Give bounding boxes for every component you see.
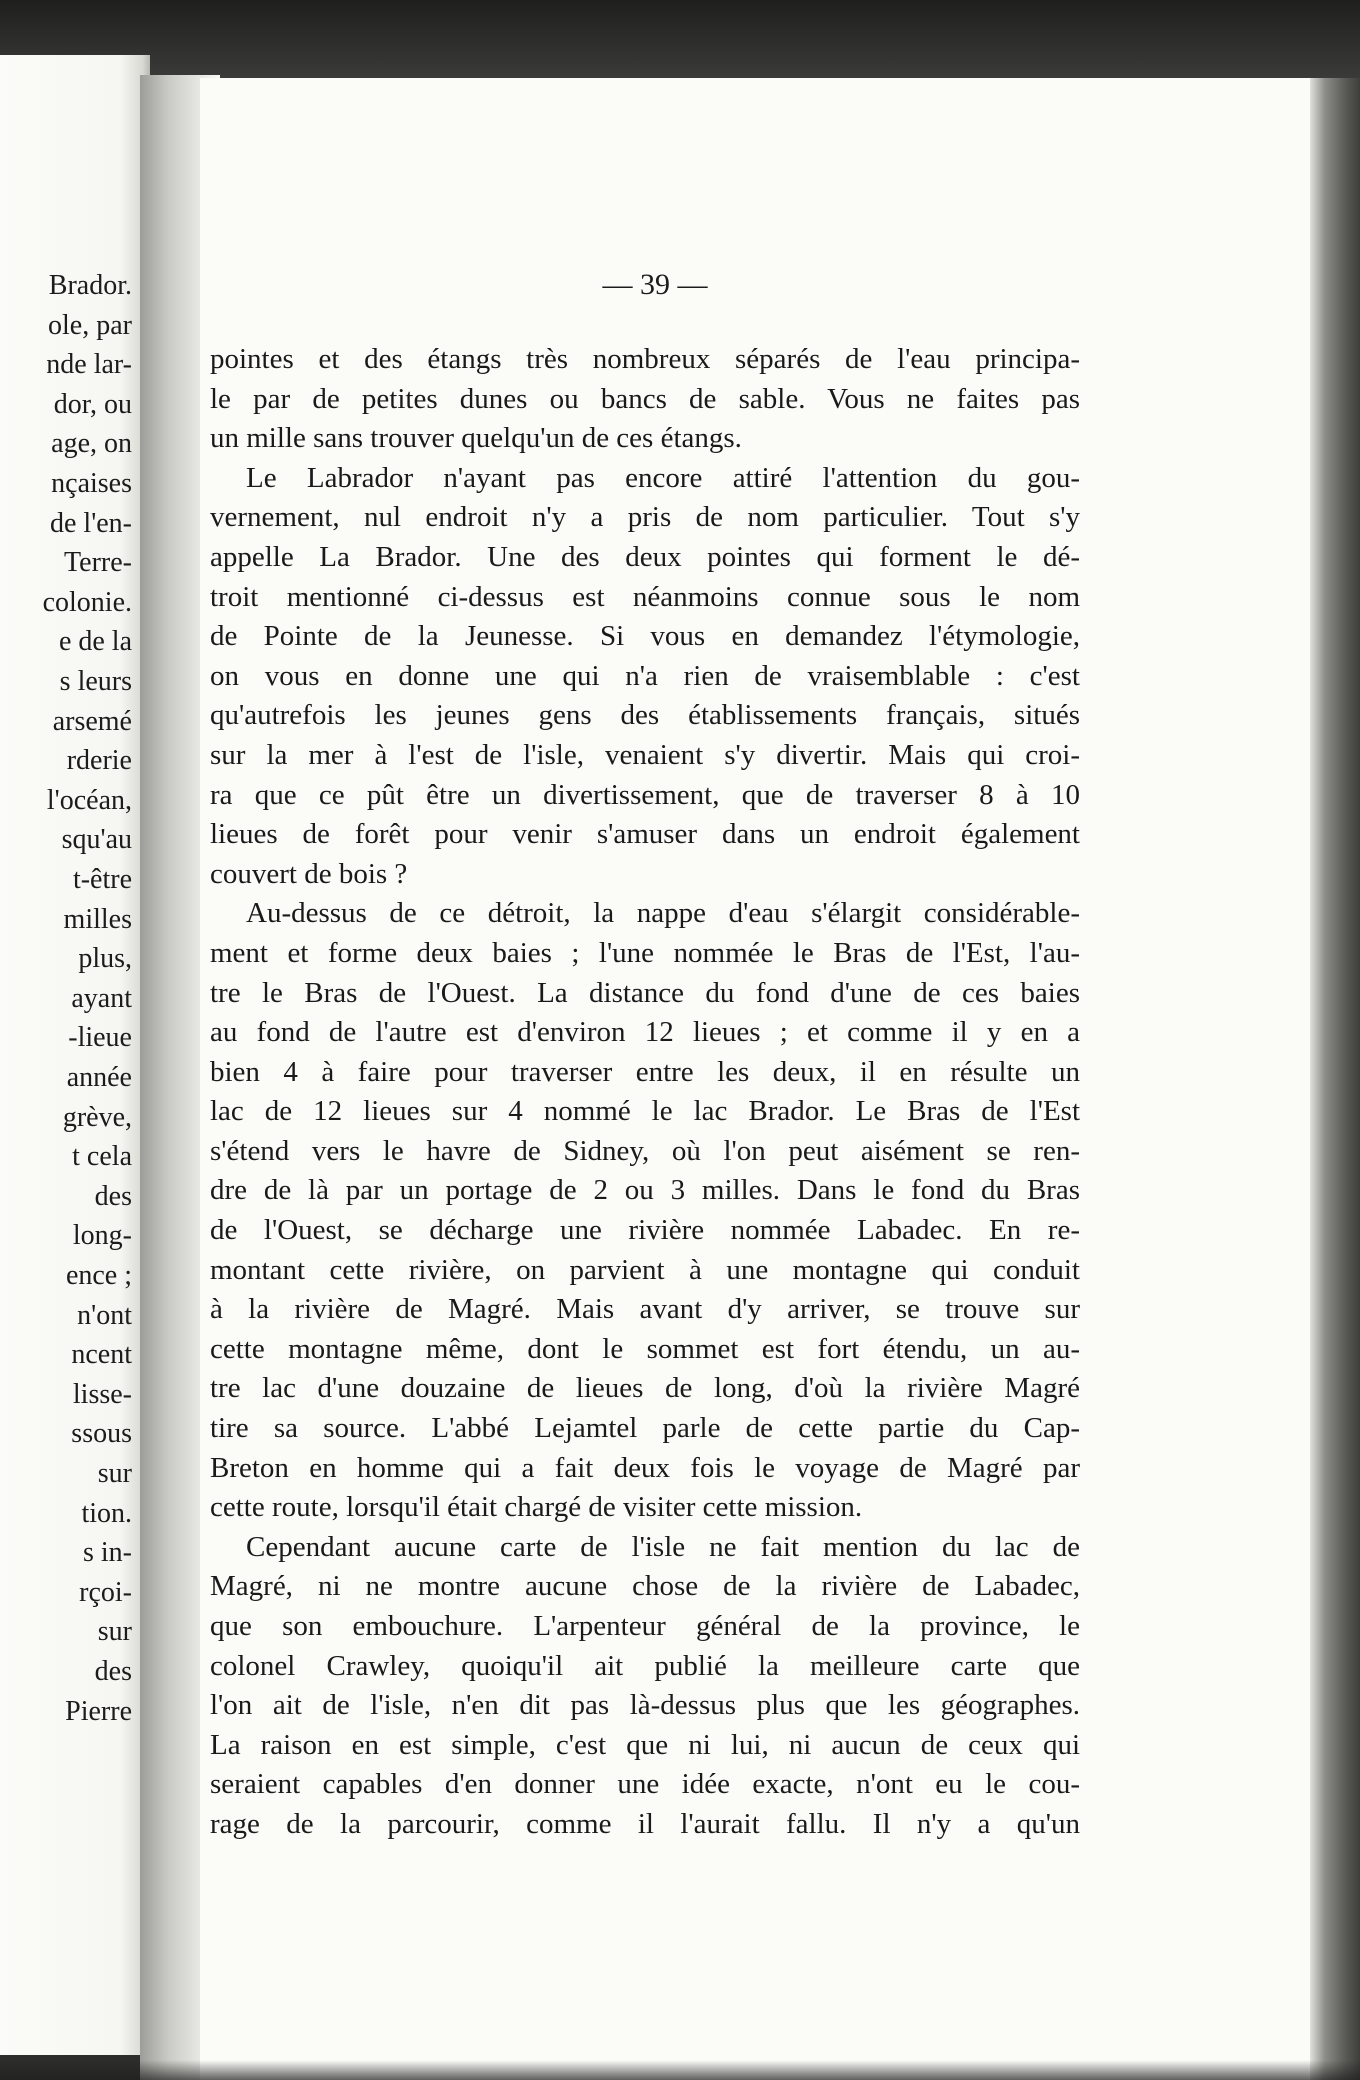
left-page-fragment: rderie <box>66 745 132 777</box>
text-line: vernement, nul endroit n'y a pris de nom particulier. Tout s'y <box>210 501 1080 534</box>
text-line: rage de la parcourir, comme il l'aurait fallu. Il n'y a qu'un <box>210 1807 1080 1840</box>
left-page-fragment: -lieue <box>68 1022 132 1054</box>
left-page-fragment: de l'en- <box>49 507 132 539</box>
left-page-fragment: milles <box>63 903 132 935</box>
left-page-fragment: ence ; <box>65 1260 132 1291</box>
text-line: Cependant aucune carte de l'isle ne fait mention du lac de <box>246 1530 1080 1563</box>
text-line: Breton en homme qui a fait deux fois le voyage de Magré par <box>210 1451 1080 1484</box>
left-page-fragment: des <box>94 1656 132 1687</box>
scan-background-top <box>0 0 1360 78</box>
text-line: colonel Crawley, quoiqu'il ait publié la meilleure carte que <box>210 1649 1080 1682</box>
text-line: lac de 12 lieues sur 4 nommé le lac Brador. Le Bras de l'Est <box>210 1095 1080 1128</box>
text-line: le par de petites dunes ou bancs de sable. Vous ne faites pas <box>210 382 1080 415</box>
text-line: au fond de l'autre est d'environ 12 lieues ; et comme il y en a <box>210 1016 1080 1049</box>
text-line: seraient capables d'en donner une idée exacte, n'ont eu le cou- <box>210 1768 1080 1801</box>
left-page-fragment: Terre- <box>64 547 132 579</box>
text-line: lieues de forêt pour venir s'amuser dans un endroit également <box>210 818 1080 851</box>
text-line: tire sa source. L'abbé Lejamtel parle de cette partie du Cap- <box>210 1412 1080 1445</box>
left-page-fragment: ole, par <box>48 309 132 341</box>
text-line: à la rivière de Magré. Mais avant d'y arriver, se trouve sur <box>210 1293 1080 1326</box>
text-line: on vous en donne une qui n'a rien de vraisemblable : c'est <box>210 659 1080 692</box>
left-page-fragment: des <box>94 1180 132 1212</box>
left-page-fragment: Pierre <box>65 1695 132 1727</box>
text-line: tre lac d'une douzaine de lieues de long, d'où la rivière Magré <box>210 1372 1080 1405</box>
scan-background-bottom <box>0 2060 1360 2080</box>
text-line: pointes et des étangs très nombreux séparés de l'eau principa- <box>210 343 1080 375</box>
left-page-fragment: sur <box>97 1616 132 1648</box>
left-page-fragment: colonie. <box>42 586 132 618</box>
text-line: couvert de bois ? <box>210 857 408 890</box>
left-page-fragment: grève, <box>62 1101 132 1133</box>
left-page-fragment: squ'au <box>61 824 132 856</box>
left-page-fragment: long- <box>72 1220 132 1252</box>
text-line: montant cette rivière, on parvient à une montagne qui conduit <box>210 1253 1080 1286</box>
page-edge <box>1310 78 1360 2080</box>
text-line: bien 4 à faire pour traverser entre les deux, il en résulte un <box>210 1055 1080 1088</box>
left-page-fragment: plus, <box>78 943 132 975</box>
text-line: sur la mer à l'est de l'isle, venaient s'y divertir. Mais qui croi- <box>210 738 1080 771</box>
text-line: Au-dessus de ce détroit, la nappe d'eau s'élargit considérable- <box>246 897 1080 930</box>
left-page-fragment: ncent <box>71 1339 132 1371</box>
left-page-fragment: nçaises <box>51 468 132 499</box>
text-line: Le Labrador n'ayant pas encore attiré l'attention du gou- <box>246 461 1080 494</box>
text-line: l'on ait de l'isle, n'en dit pas là-dessus plus que les géographes. <box>210 1689 1080 1722</box>
text-line: de Pointe de la Jeunesse. Si vous en demandez l'étymologie, <box>210 620 1080 653</box>
left-page-fragment: t-être <box>72 864 132 895</box>
text-line: s'étend vers le havre de Sidney, où l'on peut aisément se ren- <box>210 1134 1080 1167</box>
left-page-fragment: ayant <box>71 982 132 1014</box>
text-line: cette montagne même, dont le sommet est fort étendu, un au- <box>210 1332 1080 1365</box>
text-line: appelle La Brador. Une des deux pointes qui forment le dé- <box>210 540 1080 573</box>
left-page-fragment: Brador. <box>48 270 132 301</box>
left-page-fragment: n'ont <box>77 1299 132 1331</box>
left-page-fragment: arsemé <box>52 705 132 737</box>
left-page-fragment: ssous <box>71 1418 132 1450</box>
text-line: cette route, lorsqu'il était chargé de visiter cette mission. <box>210 1491 863 1524</box>
left-page-fragment: e de la <box>58 626 132 658</box>
text-line: tre le Bras de l'Ouest. La distance du fond d'une de ces baies <box>210 976 1080 1009</box>
left-page-fragment: t cela <box>72 1141 132 1173</box>
left-page-fragment: rçoi- <box>79 1576 132 1608</box>
left-page-fragment: nde lar- <box>46 349 132 381</box>
left-page-fragment: s leurs <box>59 666 132 697</box>
text-line: La raison en est simple, c'est que ni lui, ni aucun de ceux qui <box>210 1728 1080 1761</box>
text-line: qu'autrefois les jeunes gens des établissements français, situés <box>210 699 1080 732</box>
left-page-fragment: tion. <box>81 1497 132 1529</box>
left-page-fragment: age, on <box>51 428 132 460</box>
text-line: un mille sans trouver quelqu'un de ces étangs. <box>210 422 742 455</box>
left-page-fragment: dor, ou <box>53 388 132 420</box>
left-page-fragment: l'océan, <box>46 784 132 816</box>
text-line: que son embouchure. L'arpenteur général de la province, le <box>210 1610 1080 1642</box>
left-page <box>0 55 150 2055</box>
left-page-fragment: s in- <box>83 1537 132 1569</box>
text-line: troit mentionné ci-dessus est néanmoins connue sous le nom <box>210 580 1080 613</box>
left-page-fragment: année <box>66 1062 132 1093</box>
text-line: dre de là par un portage de 2 ou 3 milles. Dans le fond du Bras <box>210 1174 1080 1207</box>
text-line: de l'Ouest, se décharge une rivière nommée Labadec. En re- <box>210 1214 1080 1247</box>
text-line: ra que ce pût être un divertissement, que de traverser 8 à 10 <box>210 778 1080 811</box>
body-text <box>210 340 1080 1845</box>
text-line: Magré, ni ne montre aucune chose de la rivière de Labadec, <box>210 1570 1080 1603</box>
text-line: ment et forme deux baies ; l'une nommée le Bras de l'Est, l'au- <box>210 936 1080 969</box>
left-page-fragment: sur <box>97 1458 132 1489</box>
left-page-fragment: lisse- <box>72 1378 132 1410</box>
page-number: — 39 — <box>602 268 708 301</box>
